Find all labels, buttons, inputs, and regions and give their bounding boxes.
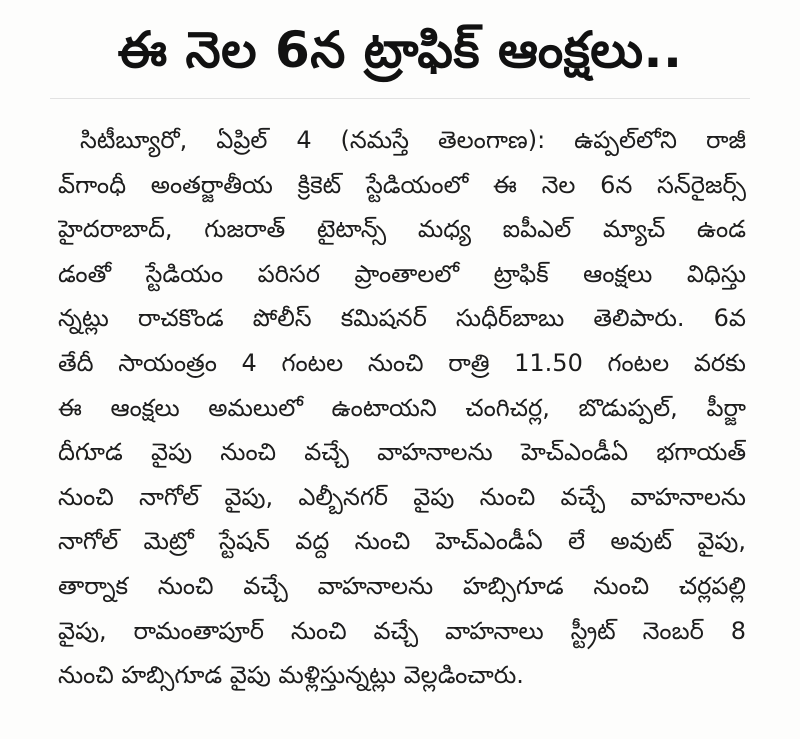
article-line: వైపు, రామంతాపూర్ నుంచి వచ్చే వాహనాలు స్ట్రీట్ నెంబర్ 8	[58, 616, 746, 645]
article-line: వ్‌గాంధీ అంతర్జాతీయ క్రికెట్ స్టేడియంలో ఈ నెల 6న సన్‌రైజర్స్	[58, 170, 746, 199]
article-line: ఈ ఆంక్షలు అమలులో ఉంటాయని చంగిచర్ల, బొడుప్పల్, పీర్జా	[58, 393, 746, 422]
headline: ఈ నెల 6న ట్రాఫిక్ ఆంక్షలు..	[117, 21, 683, 79]
article-line: తేదీ సాయంత్రం 4 గంటల నుంచి రాత్రి 11.50 గంటల వరకు	[58, 348, 746, 377]
article-line: నాగోల్ మెట్రో స్టేషన్ వద్ద నుంచి హెచ్‌ఎండీఏ లే అవుట్ వైపు,	[58, 527, 746, 556]
article-line: సిటీబ్యూరో, ఏప్రిల్ 4 (నమస్తే తెలంగాణ): ఉప్పల్‌లోని రాజీ	[80, 126, 746, 154]
article-line: న్నట్లు రాచకొండ పోలీస్ కమిషనర్ సుధీర్‌బాబు తెలిపారు. 6వ	[58, 304, 746, 333]
article-line: దీగూడ వైపు నుంచి వచ్చే వాహనాలను హెచ్‌ఎండీఏ భగాయత్	[58, 438, 746, 467]
article-line: నుంచి హబ్సిగూడ వైపు మళ్లిస్తున్నట్లు వెల్లడించారు.	[58, 661, 524, 690]
article-line: నుంచి నాగోల్ వైపు, ఎల్బీనగర్ వైపు నుంచి వచ్చే వాహనాలను	[58, 482, 746, 511]
article-body	[58, 118, 746, 698]
article-line: హైదరాబాద్, గుజరాత్ టైటాన్స్ మధ్య ఐపీఎల్ మ్యాచ్ ఉండ	[58, 215, 746, 244]
article-line: డంతో స్టేడియం పరిసర ప్రాంతాలలో ట్రాఫిక్ ఆంక్షలు విధిస్తు	[58, 259, 746, 288]
headline-divider	[50, 98, 750, 99]
article-line: తార్నాక నుంచి వచ్చే వాహనాలను హబ్సిగూడ నుంచి చర్లపల్లి	[58, 571, 746, 600]
